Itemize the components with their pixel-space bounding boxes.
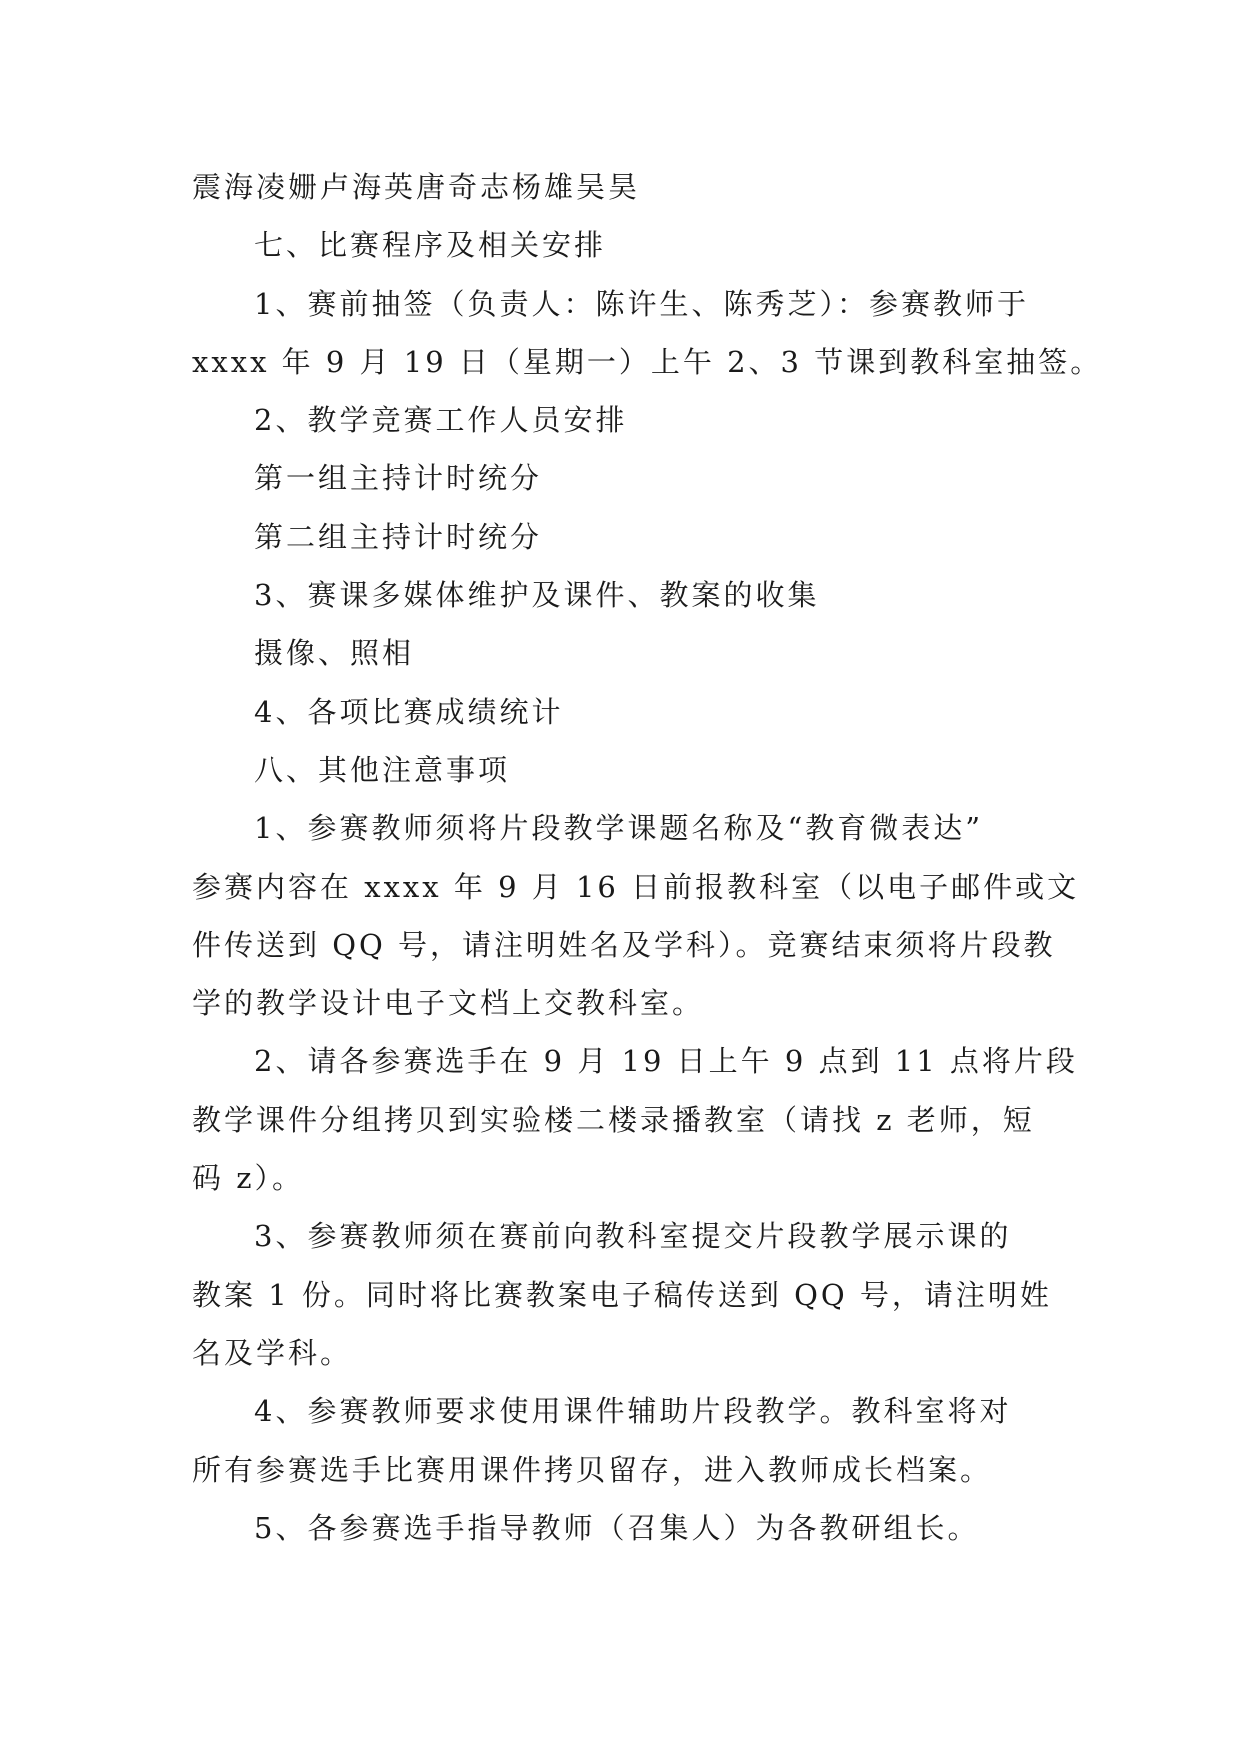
text-line: 2、教学竞赛工作人员安排 [254,403,628,438]
text-line: 参赛内容在 xxxx 年 9 月 16 日前报教科室（以电子邮件或文 [192,869,1080,904]
text-line: 4、参赛教师要求使用课件辅助片段教学。教科室将对 [254,1394,1012,1429]
section-heading: 七、比赛程序及相关安排 [254,228,607,263]
text-line: 5、各参赛选手指导教师（召集人）为各教研组长。 [254,1510,980,1545]
text-line: 第二组主持计时统分 [254,519,543,554]
text-line: 摄像、照相 [254,636,415,671]
text-line: 所有参赛选手比赛用课件拷贝留存，进入教师成长档案。 [192,1452,993,1487]
text-line: 震海凌姗卢海英唐奇志杨雄吴昊 [192,170,641,204]
text-line: 1、赛前抽签（负责人：陈许生、陈秀芝）：参赛教师于 [254,286,1029,321]
text-line: 码 z）。 [192,1161,304,1196]
text-line: 3、参赛教师须在赛前向教科室提交片段教学展示课的 [254,1219,1012,1254]
text-line: 1、参赛教师须将片段教学课题名称及“教育微表达” [254,811,984,846]
document-body [192,158,1103,1557]
text-line: 第一组主持计时统分 [254,461,543,496]
text-line: 名及学科。 [192,1335,353,1370]
text-line: 2、请各参赛选手在 9 月 19 日上午 9 点到 11 点将片段 [254,1044,1078,1079]
text-line: 4、各项比赛成绩统计 [254,694,564,729]
section-heading: 八、其他注意事项 [254,752,511,787]
text-line: 件传送到 QQ 号，请注明姓名及学科）。竞赛结束须将片段教 [192,927,1056,962]
text-line: 教案 1 份。同时将比赛教案电子稿传送到 QQ 号，请注明姓 [192,1277,1052,1312]
text-line: 教学课件分组拷贝到实验楼二楼录播教室（请找 z 老师，短 [192,1102,1035,1137]
text-line: xxxx 年 9 月 19 日（星期一）上午 2、3 节课到教科室抽签。 [192,344,1103,379]
text-line: 学的教学设计电子文档上交教科室。 [192,986,705,1021]
text-line: 3、赛课多媒体维护及课件、教案的收集 [254,578,820,613]
